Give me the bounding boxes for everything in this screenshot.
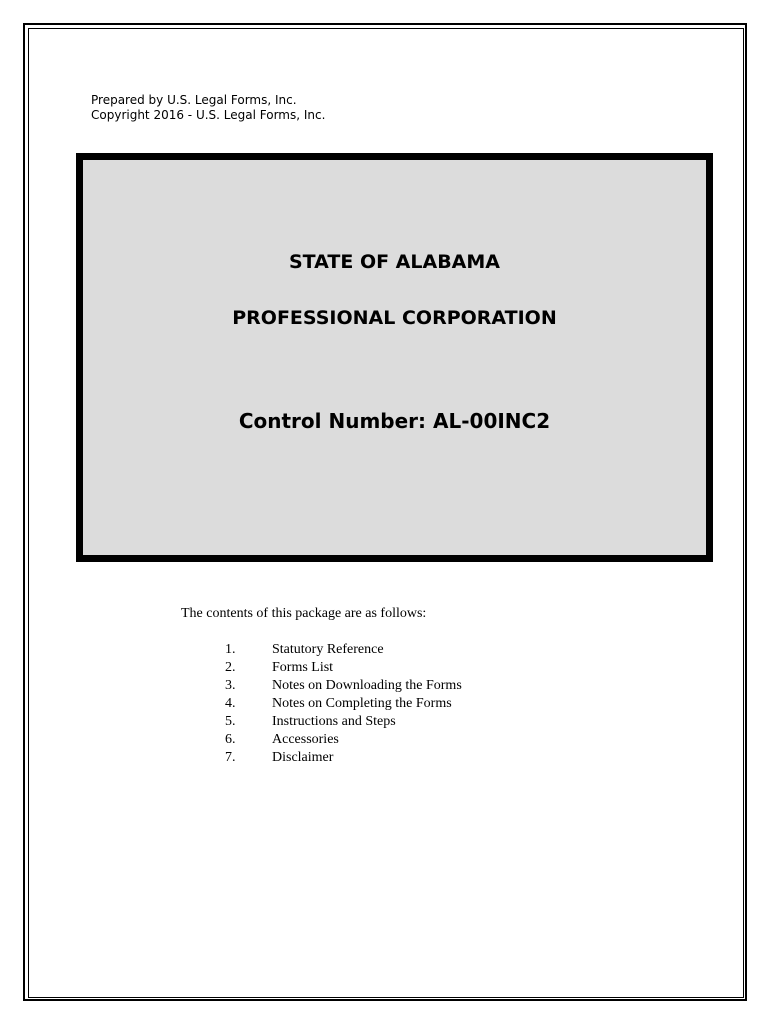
list-item [181, 695, 452, 713]
list-item-number: 7. [225, 750, 236, 765]
list-item-number: 2. [225, 660, 236, 675]
list-item-label: Notes on Downloading the Forms [272, 678, 462, 693]
list-item-label: Notes on Completing the Forms [272, 696, 452, 711]
list-item-label: Forms List [272, 660, 334, 675]
list-item-label: Accessories [272, 732, 339, 747]
copyright-line: Copyright 2016 - U.S. Legal Forms, Inc. [91, 108, 326, 122]
list-item [181, 677, 462, 695]
list-item-number: 4. [225, 696, 236, 711]
prepared-by-line: Prepared by U.S. Legal Forms, Inc. [91, 93, 297, 107]
state-title: STATE OF ALABAMA [288, 251, 500, 273]
list-item [181, 641, 426, 659]
preparer-notice [91, 93, 325, 123]
document-type-title: PROFESSIONAL CORPORATION [232, 307, 557, 329]
list-item-number: 3. [225, 678, 236, 693]
list-item-label: Statutory Reference [272, 642, 384, 657]
list-item-label: Disclaimer [272, 750, 334, 765]
list-item [181, 731, 426, 749]
contents-list [181, 641, 462, 767]
list-item-number: 1. [225, 642, 236, 657]
list-item [181, 659, 426, 677]
control-number: Control Number: AL-00INC2 [238, 409, 551, 433]
list-item [181, 713, 426, 731]
list-item-number: 6. [225, 732, 236, 747]
list-item-label: Instructions and Steps [272, 714, 396, 729]
package-contents [181, 606, 462, 767]
title-box [76, 153, 713, 562]
list-item-number: 5. [225, 714, 236, 729]
contents-intro: The contents of this package are as follows: [181, 606, 427, 621]
list-item [181, 749, 426, 767]
